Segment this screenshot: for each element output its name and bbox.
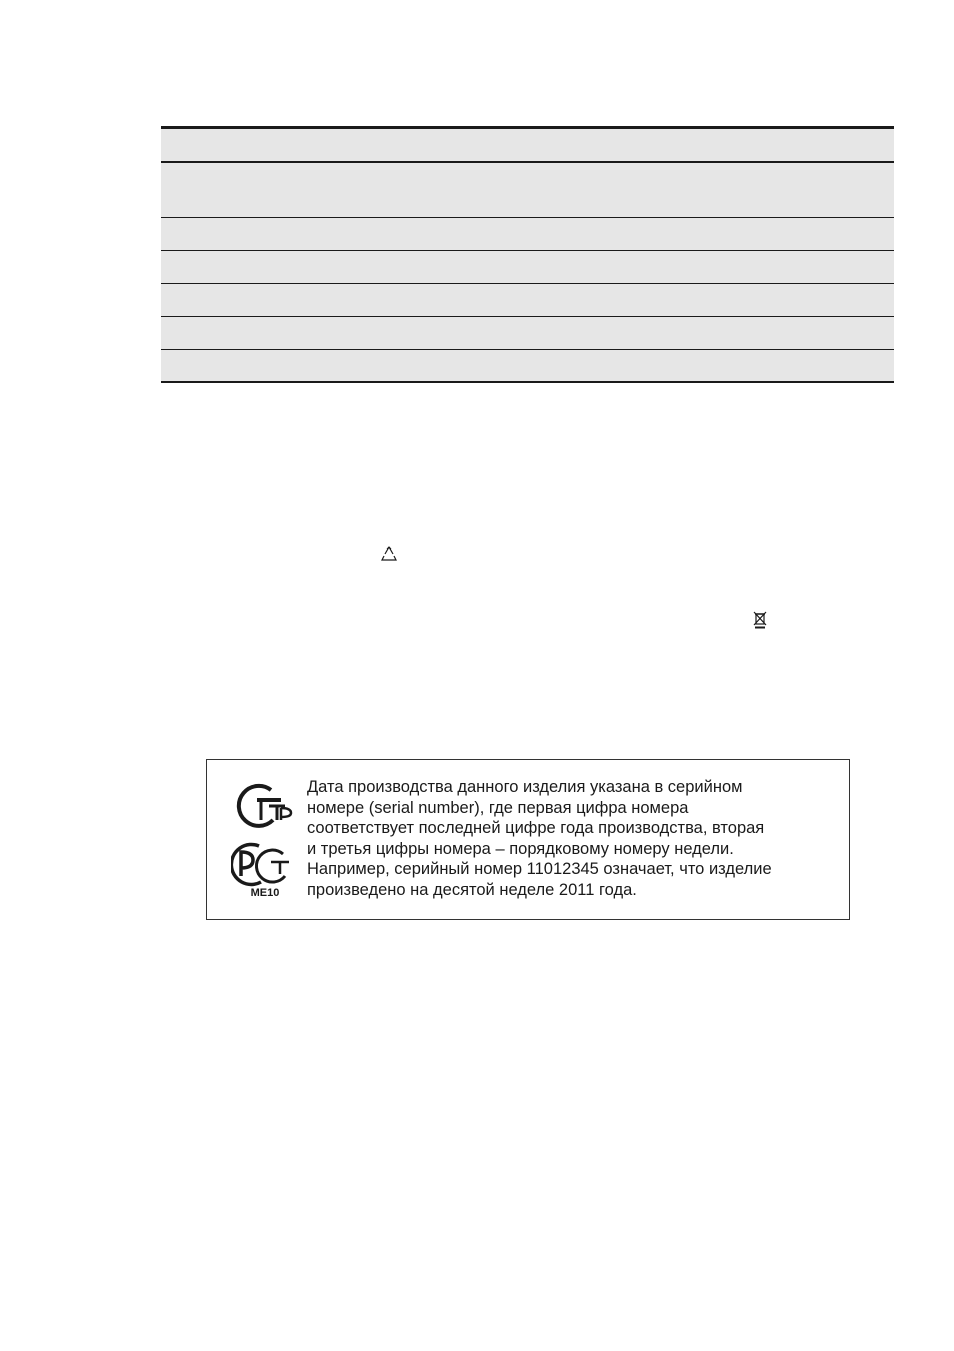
table-row — [161, 316, 894, 349]
certification-marks — [225, 774, 297, 904]
mark-code-label: ME10 — [250, 887, 280, 899]
notice-line: соответствует последней цифре года производства, вторая — [307, 819, 765, 837]
notice-line: Дата производства данного изделия указана в серийном — [307, 778, 743, 796]
table-row — [161, 283, 894, 316]
table-row — [161, 250, 894, 283]
specification-table — [161, 126, 894, 383]
table-row — [161, 349, 894, 381]
eac-tr-mark-icon — [231, 782, 295, 832]
table-header-row — [161, 129, 894, 161]
notice-line: и третья цифры номера – порядковому номеру недели. — [307, 839, 734, 858]
notice-line: номере (serial number), где первая цифра номера — [307, 798, 689, 817]
crossed-out-bin-icon — [753, 611, 767, 629]
production-date-notice — [206, 759, 850, 920]
pct-gost-mark-icon — [231, 840, 295, 888]
recycle-icon — [380, 545, 398, 563]
notice-line: Например, серийный номер 11012345 означает, что изделие — [307, 860, 772, 878]
table-row — [161, 161, 894, 217]
table-row — [161, 217, 894, 250]
notice-text — [307, 777, 837, 900]
notice-line: произведено на десятой неделе 2011 года. — [307, 880, 637, 899]
